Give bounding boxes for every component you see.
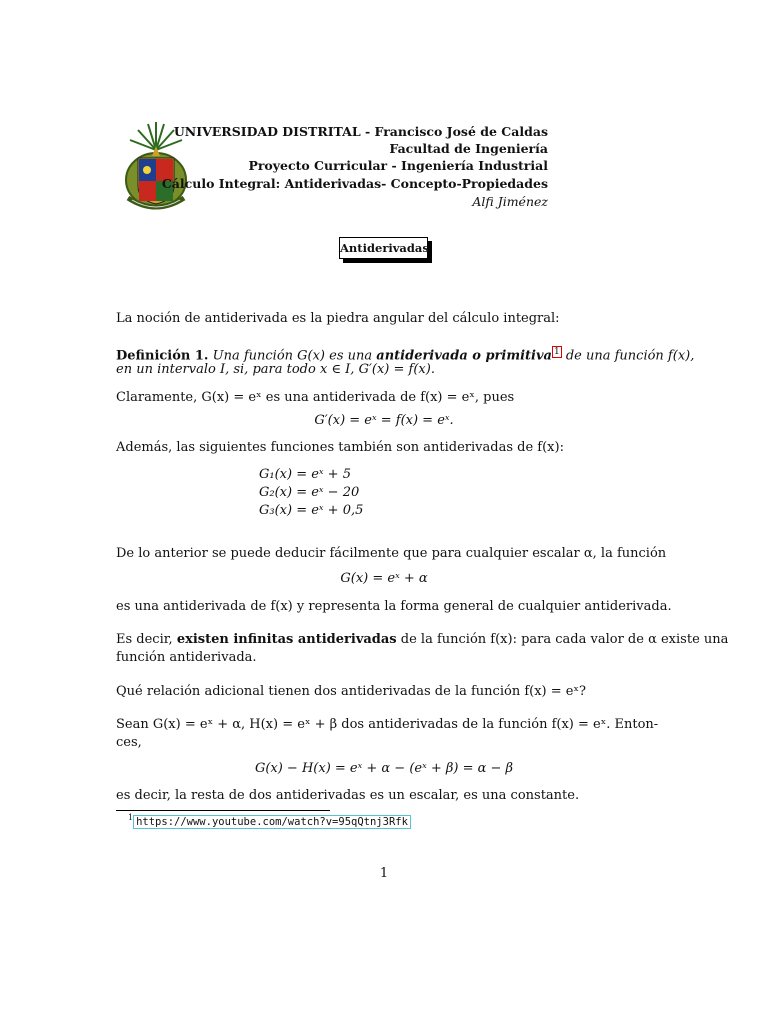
definition-term: antiderivada o primitiva (376, 348, 552, 364)
example-g3: G₃(x) = eˣ + 0,5 (259, 503, 364, 518)
conclusion-paragraph: es decir, la resta de dos antiderivadas es un escalar, es una constante. (116, 788, 580, 803)
faculty-name: Facultad de Ingeniería (389, 141, 548, 156)
esdecir-line-1: Es decir, existen infinitas antiderivadas de la función f(x): para cada valor de α existe una (116, 632, 729, 647)
infinite-antiderivatives-emphasis: existen infinitas antiderivadas (176, 632, 397, 647)
definition-text-1: Una función G(x) es una (212, 348, 373, 364)
equation-difference: G(x) − H(x) = eˣ + α − (eˣ + β) = α − β (254, 761, 514, 776)
course-name: Cálculo Integral: Antiderivadas- Concepto-Propiedades (161, 176, 548, 191)
footnote-rule (116, 810, 330, 811)
footnote-mark: 1 (128, 813, 134, 822)
example-g1: G₁(x) = eˣ + 5 (259, 467, 351, 482)
definition-line-2: en un intervalo I, si, para todo x ∈ I, G′(x) = f(x). (116, 362, 435, 377)
footnote (128, 813, 411, 828)
definition-label: Definición 1. (116, 348, 209, 364)
footnote-ref-link[interactable]: 1 (553, 347, 560, 357)
sean-line-1: Sean G(x) = eˣ + α, H(x) = eˣ + β dos antiderivadas de la función f(x) = eˣ. Enton- (116, 717, 659, 732)
esdecir-line-2: función antiderivada. (116, 650, 257, 665)
equation-general: G(x) = eˣ + α (340, 571, 428, 586)
footnote-url-link[interactable]: https://www.youtube.com/watch?v=95qQtnj3Rfk (133, 815, 411, 829)
project-name: Proyecto Curricular - Ingeniería Industrial (248, 158, 548, 173)
author-name: Alfi Jiménez (472, 194, 548, 209)
anterior-paragraph: De lo anterior se puede deducir fácilmente que para cualquier escalar α, la función (116, 546, 667, 561)
sean-line-2: ces, (116, 735, 142, 750)
definition-text-2: de una función f(x), (565, 348, 695, 364)
section-title-box: Antiderivadas (339, 237, 428, 259)
university-name: UNIVERSIDAD DISTRITAL - Francisco José de Caldas (173, 124, 548, 139)
equation-derivative: G′(x) = eˣ = f(x) = eˣ. (314, 413, 454, 428)
general-form-paragraph: es una antiderivada de f(x) y representa la forma general de cualquier antiderivada. (116, 599, 672, 614)
claramente-paragraph: Claramente, G(x) = eˣ es una antiderivada de f(x) = eˣ, pues (116, 390, 515, 405)
example-g2: G₂(x) = eˣ − 20 (259, 485, 360, 500)
intro-paragraph: La noción de antiderivada es la piedra angular del cálculo integral: (116, 311, 560, 326)
page-number: 1 (379, 866, 389, 881)
question-paragraph: Qué relación adicional tienen dos antiderivadas de la función f(x) = eˣ? (116, 684, 586, 699)
ademas-paragraph: Además, las siguientes funciones también son antiderivadas de f(x): (116, 440, 564, 455)
